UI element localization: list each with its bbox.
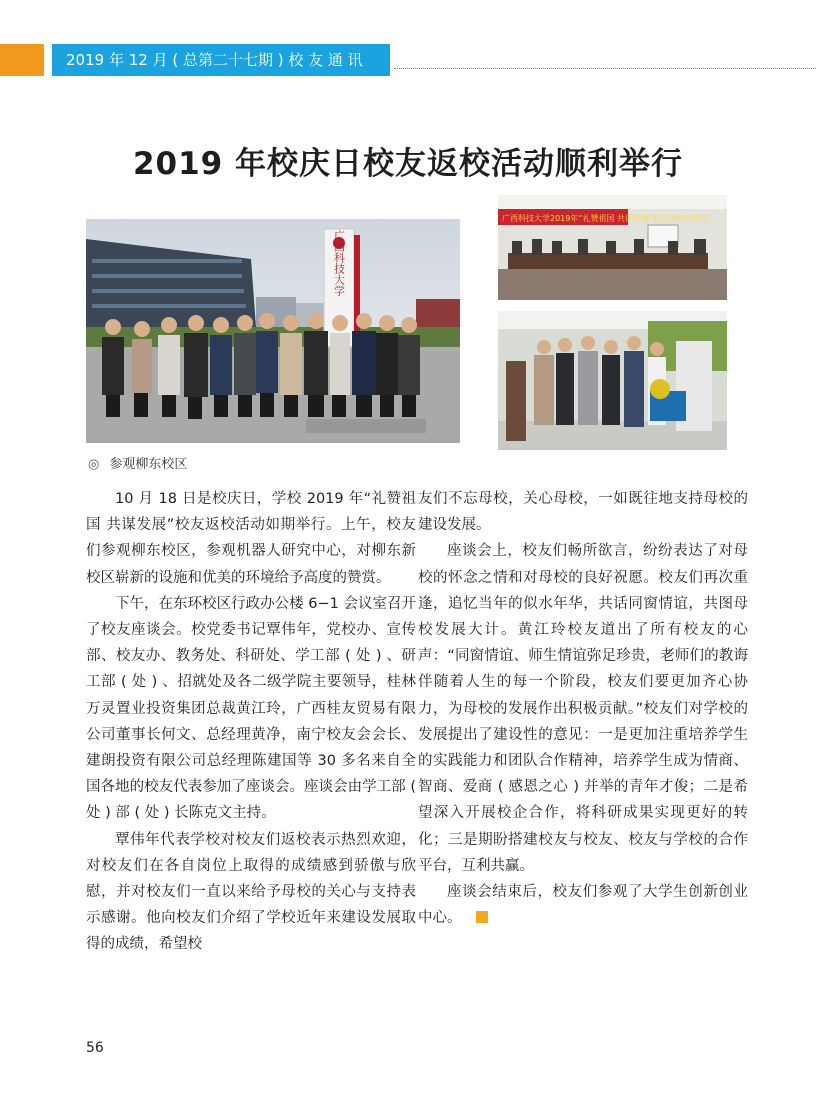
paragraph: 覃伟年代表学校对校友们返校表示热烈欢迎，对校友们在各自岗位上取得的成绩感到骄傲与欣慰，并对校友们一直以来给予母校的关心与支持表示感谢。他向校友们介绍了学校近年来建设发展取得的成绩，希望校 <box>86 831 416 953</box>
photo-meeting-room <box>498 195 727 300</box>
article-title: 2019 年校庆日校友返校活动顺利举行 <box>132 146 684 182</box>
end-of-article-icon <box>476 911 488 923</box>
paragraph: 座谈会上，校友们畅所欲言，纷纷表达了对母校的怀念之情和对母校的良好祝愿。校友们再次重逢，追忆当年的似水年华，共话同窗情谊，共图母校发展大计。黄江玲校友道出了所有校友的心声：“同窗情谊、师生情谊弥足珍贵，老师们的教诲伴随着人生的每一个阶段，校友们要更加齐心协力，为母校的发展作出积极贡献。”校友们对学校的发展提出了建设性的意见：一是更加注重培养学生的实践能力和团队合作精神，培养学生成为情商、智商、爱商 ( 感恩之心 ) 并举的青年才俊；二是希望深入开展校企合作，将科研成果实现更好的转化；三是期盼搭建校友与校友、校友与学校的合作平台，互利共赢。 <box>418 543 748 874</box>
caption-bullet-icon: ◎ <box>88 457 100 472</box>
paragraph: 下午，在东环校区行政办公楼 6−1 会议室召开了校友座谈会。校党委书记覃伟年，党校办、宣传部、校友办、教务处、科研处、学工部 ( 处 ) 、研工部 ( 处 ) 、招就处及各二级学院主要领导，桂林万灵置业投资集团总裁黄江玲，广西桂友贸易有限公司董事长何文、总经理黄净，南宁校友会会长、建朗投资有限公司总经理陈建国等 30 多名来自全国各地的校友代表参加了座谈会。座谈会由学工部 ( 处 ) 部 ( 处 ) 长陈克文主持。 <box>86 595 416 822</box>
photo-caption <box>88 453 187 472</box>
header-dotted-rule <box>394 68 816 69</box>
page-number: 56 <box>86 1040 104 1056</box>
meeting-banner-text: 广西科技大学2019年“礼赞祖国 共谋发展”校友返校座谈会 <box>502 214 710 223</box>
paragraph-final <box>418 879 748 931</box>
running-header: 2019 年 12 月 ( 总第二十七期 ) 校 友 通 讯 <box>52 44 390 76</box>
body-column-left <box>86 486 416 958</box>
paragraph: 10 月 18 日是校庆日，学校 2019 年“礼赞祖国 共谋发展”校友返校活动如期举行。上午，校友们参观柳东校区，参观机器人研究中心，对柳东新校区崭新的设施和优美的环境给予高度的赞赏。 <box>86 491 416 586</box>
caption-text: 参观柳东校区 <box>109 457 188 472</box>
final-paragraph-text: 座谈会结束后，校友们参观了大学生创新创业中心。 <box>418 884 748 927</box>
photo-campus-group <box>86 219 460 443</box>
campus-sign-text: 广西科技大学 <box>332 230 346 296</box>
paragraph-continued: 友们不忘母校，关心母校，一如既往地支持母校的建设发展。 <box>418 491 748 534</box>
body-column-right <box>418 486 748 931</box>
header-accent-block <box>0 44 44 76</box>
photo-robot-lab <box>498 311 727 450</box>
